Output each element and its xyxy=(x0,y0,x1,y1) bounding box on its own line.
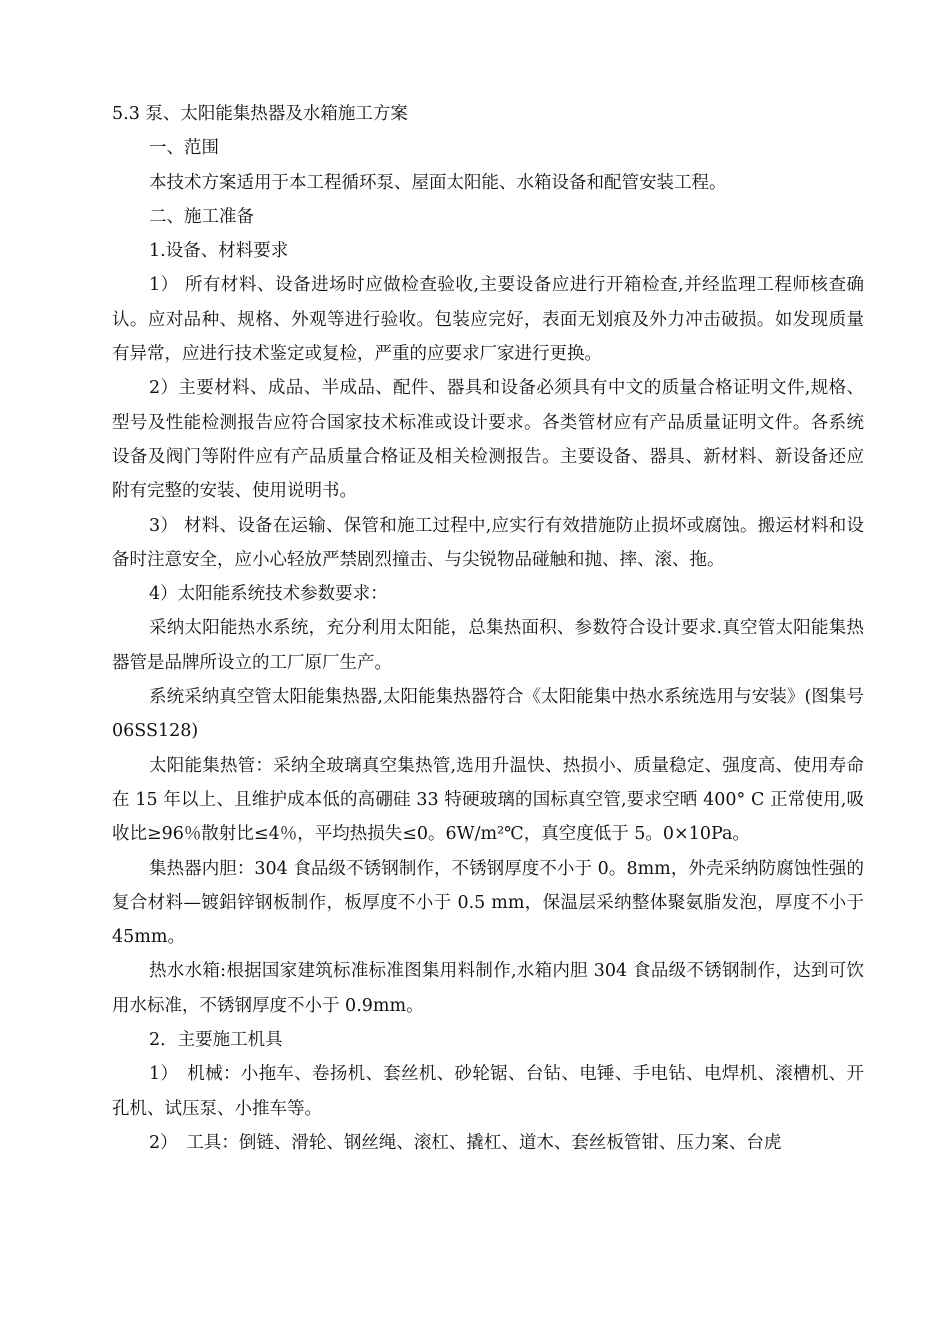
paragraph-item-2: 2）主要材料、成品、半成品、配件、器具和设备必须具有中文的质量合格证明文件,规格、型号及性能检测报告应符合国家技术标准或设计要求。各类管材应有产品质量证明文件。各系统设备及阀门等附件应有产品质量合格证及相关检测报告。主要设备、器具、新材料、新设备还应附有完整的安装、使用说明书。 xyxy=(112,378,864,502)
paragraph-tools-hand: 2） 工具：倒链、滑轮、钢丝绳、滚杠、撬杠、道木、套丝板管钳、压力案、台虎 xyxy=(149,1132,782,1153)
paragraph-item-4: 4）太阳能系统技术参数要求： xyxy=(149,584,388,605)
paragraph-scope-body: 本技术方案适用于本工程循环泵、屋面太阳能、水箱设备和配管安装工程。 xyxy=(149,172,727,193)
paragraph-collector: 系统采纳真空管太阳能集热器,太阳能集热器符合《太阳能集中热水系统选用与安装》(图集号 06SS128) xyxy=(112,687,864,742)
section-title: 5.3 泵、太阳能集热器及水箱施工方案 xyxy=(112,104,408,124)
heading-scope: 一、范围 xyxy=(149,138,219,159)
document-body xyxy=(112,97,864,1160)
heading-tools: 2．主要施工机具 xyxy=(149,1030,283,1051)
paragraph-solar-system: 采纳太阳能热水系统，充分利用太阳能，总集热面积、参数符合设计要求.真空管太阳能集热器管是品牌所设立的工厂原厂生产。 xyxy=(112,618,864,673)
paragraph-item-1: 1） 所有材料、设备进场时应做检查验收,主要设备应进行开箱检查,并经监理工程师核查确认。应对品种、规格、外观等进行验收。包装应完好，表面无划痕及外力冲击破损。如发现质量有异常，应进行技术鉴定或复检，严重的应要求厂家进行更换。 xyxy=(112,275,864,365)
paragraph-item-3: 3） 材料、设备在运输、保管和施工过程中,应实行有效措施防止损坏或腐蚀。搬运材料和设备时注意安全，应小心轻放严禁剧烈撞击、与尖锐物品碰触和抛、摔、滚、拖。 xyxy=(112,515,864,570)
paragraph-collector-tube: 太阳能集热管：采纳全玻璃真空集热管,选用升温快、热损小、质量稳定、强度高、使用寿命在 15 年以上、且维护成本低的高硼硅 33 特硬玻璃的国标真空管,要求空晒 400° C 正常使用,吸收比≥96％散射比≤4％，平均热损失≤0。6W/m²℃，真空度低于 5。0×10Pa。 xyxy=(112,755,864,845)
paragraph-inner-tank: 集热器内胆：304 食品级不锈钢制作，不锈钢厚度不小于 0。8mm，外壳采纳防腐蚀性强的复合材料—镀鋁锌钢板制作，板厚度不小于 0.5 mm，保温层采纳整体聚氨脂发泡，厚度不小于 45mm。 xyxy=(112,858,864,948)
heading-preparation: 二、施工准备 xyxy=(149,206,254,227)
paragraph-hot-water-tank: 热水水箱:根据国家建筑标准标准图集用料制作,水箱内胆 304 食品级不锈钢制作，达到可饮用水标准，不锈钢厚度不小于 0.9mm。 xyxy=(112,961,864,1016)
paragraph-tools-machinery: 1） 机械：小拖车、卷扬机、套丝机、砂轮锯、台钻、电锤、手电钻、电焊机、滚槽机、开孔机、试压泵、小推车等。 xyxy=(112,1064,864,1119)
heading-materials: 1.设备、材料要求 xyxy=(149,241,289,262)
